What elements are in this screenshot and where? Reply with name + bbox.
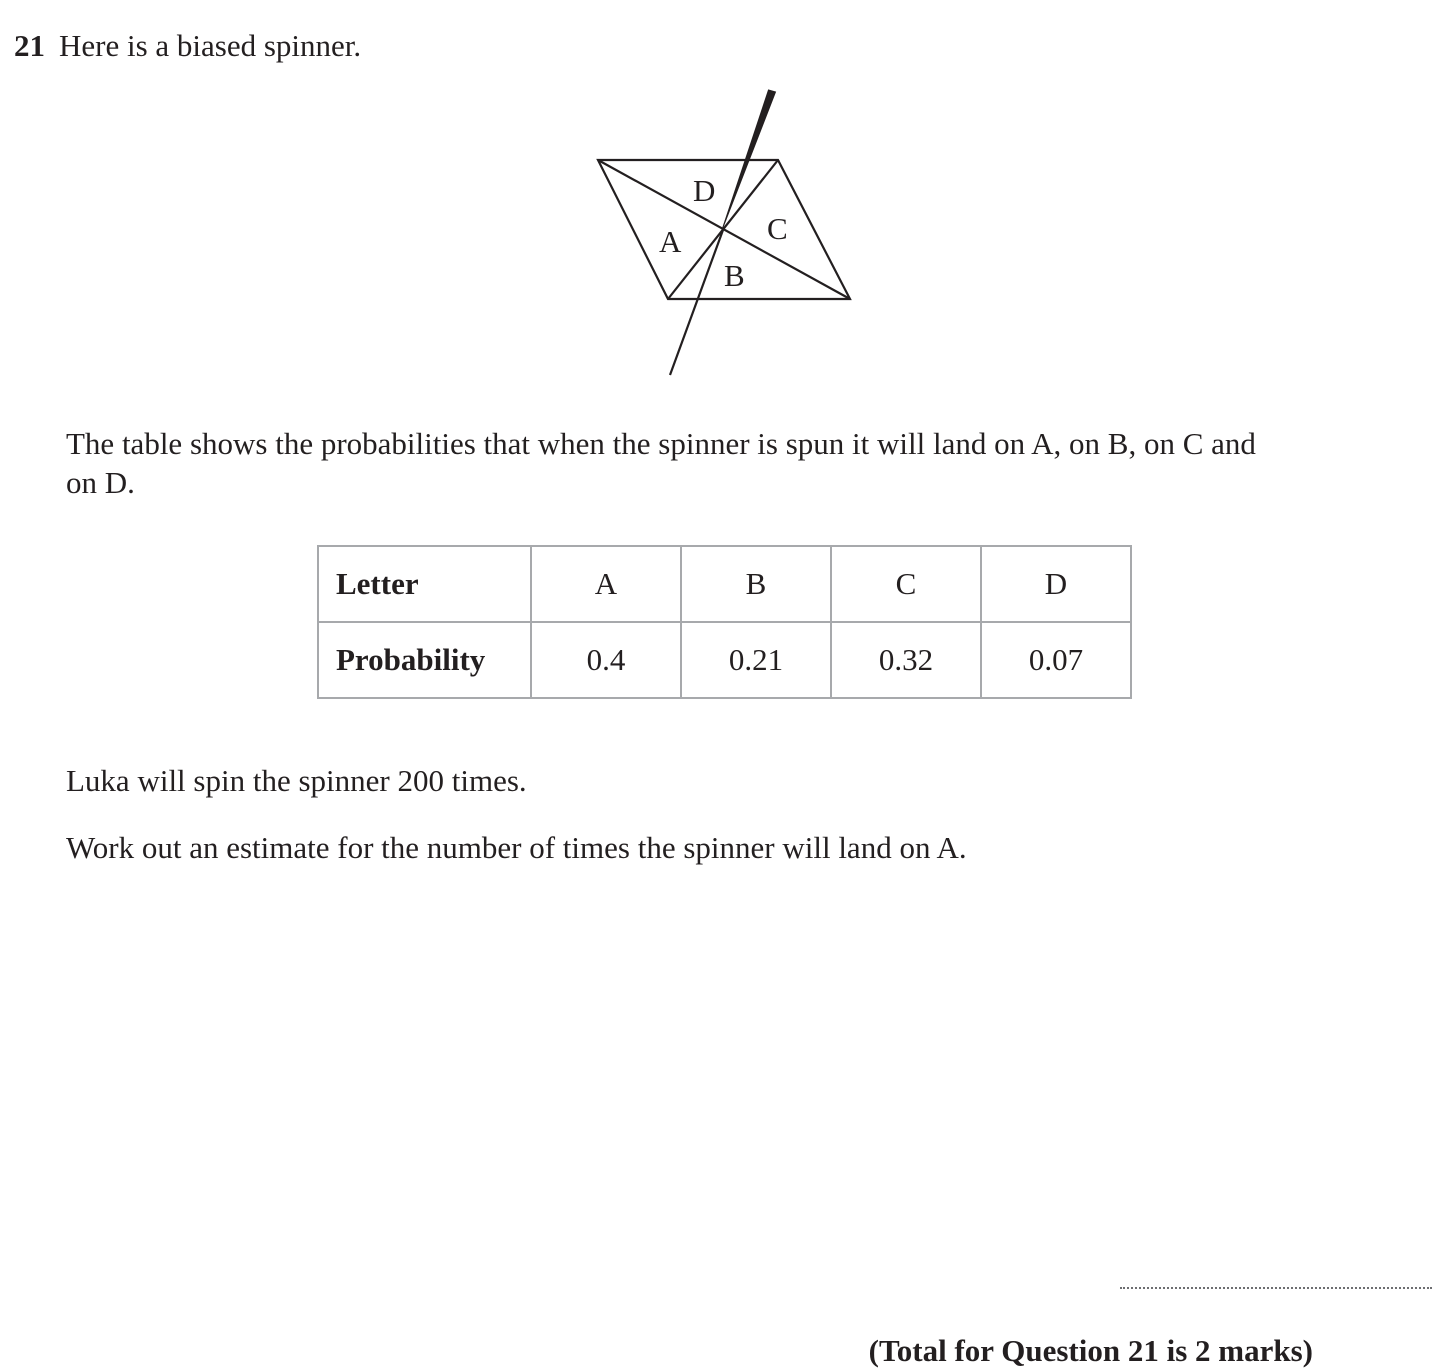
- probability-cell: 0.21: [681, 622, 831, 698]
- row-label-letter: Letter: [318, 546, 531, 622]
- probability-table: [317, 545, 1132, 699]
- table-intro-text: The table shows the probabilities that when the spinner is spun it will land on A, on B, on C and on D.: [66, 426, 1256, 500]
- spinner-diagram: [560, 80, 880, 390]
- row-label-probability: Probability: [318, 622, 531, 698]
- table-row-letters: [318, 546, 1131, 622]
- probability-cell: 0.4: [531, 622, 681, 698]
- spinner-label-a: A: [659, 224, 682, 259]
- question-number: 21: [14, 28, 45, 63]
- probability-cell: 0.07: [981, 622, 1131, 698]
- question-intro: Here is a biased spinner.: [59, 28, 362, 63]
- total-marks: (Total for Question 21 is 2 marks): [868, 1333, 1313, 1368]
- letter-cell: B: [681, 546, 831, 622]
- answer-line[interactable]: [1120, 1287, 1432, 1289]
- table-row-probabilities: [318, 622, 1131, 698]
- letter-cell: D: [981, 546, 1131, 622]
- spinner-label-b: B: [724, 258, 745, 293]
- spinner-diagonal-2: [668, 160, 778, 299]
- probability-cell: 0.32: [831, 622, 981, 698]
- question-header: [14, 26, 361, 66]
- letter-cell: C: [831, 546, 981, 622]
- task-text: Work out an estimate for the number of times the spinner will land on A.: [66, 830, 967, 865]
- spins-text: Luka will spin the spinner 200 times.: [66, 763, 527, 798]
- letter-cell: A: [531, 546, 681, 622]
- spinner-label-d: D: [693, 173, 716, 208]
- spinner-label-c: C: [767, 211, 788, 246]
